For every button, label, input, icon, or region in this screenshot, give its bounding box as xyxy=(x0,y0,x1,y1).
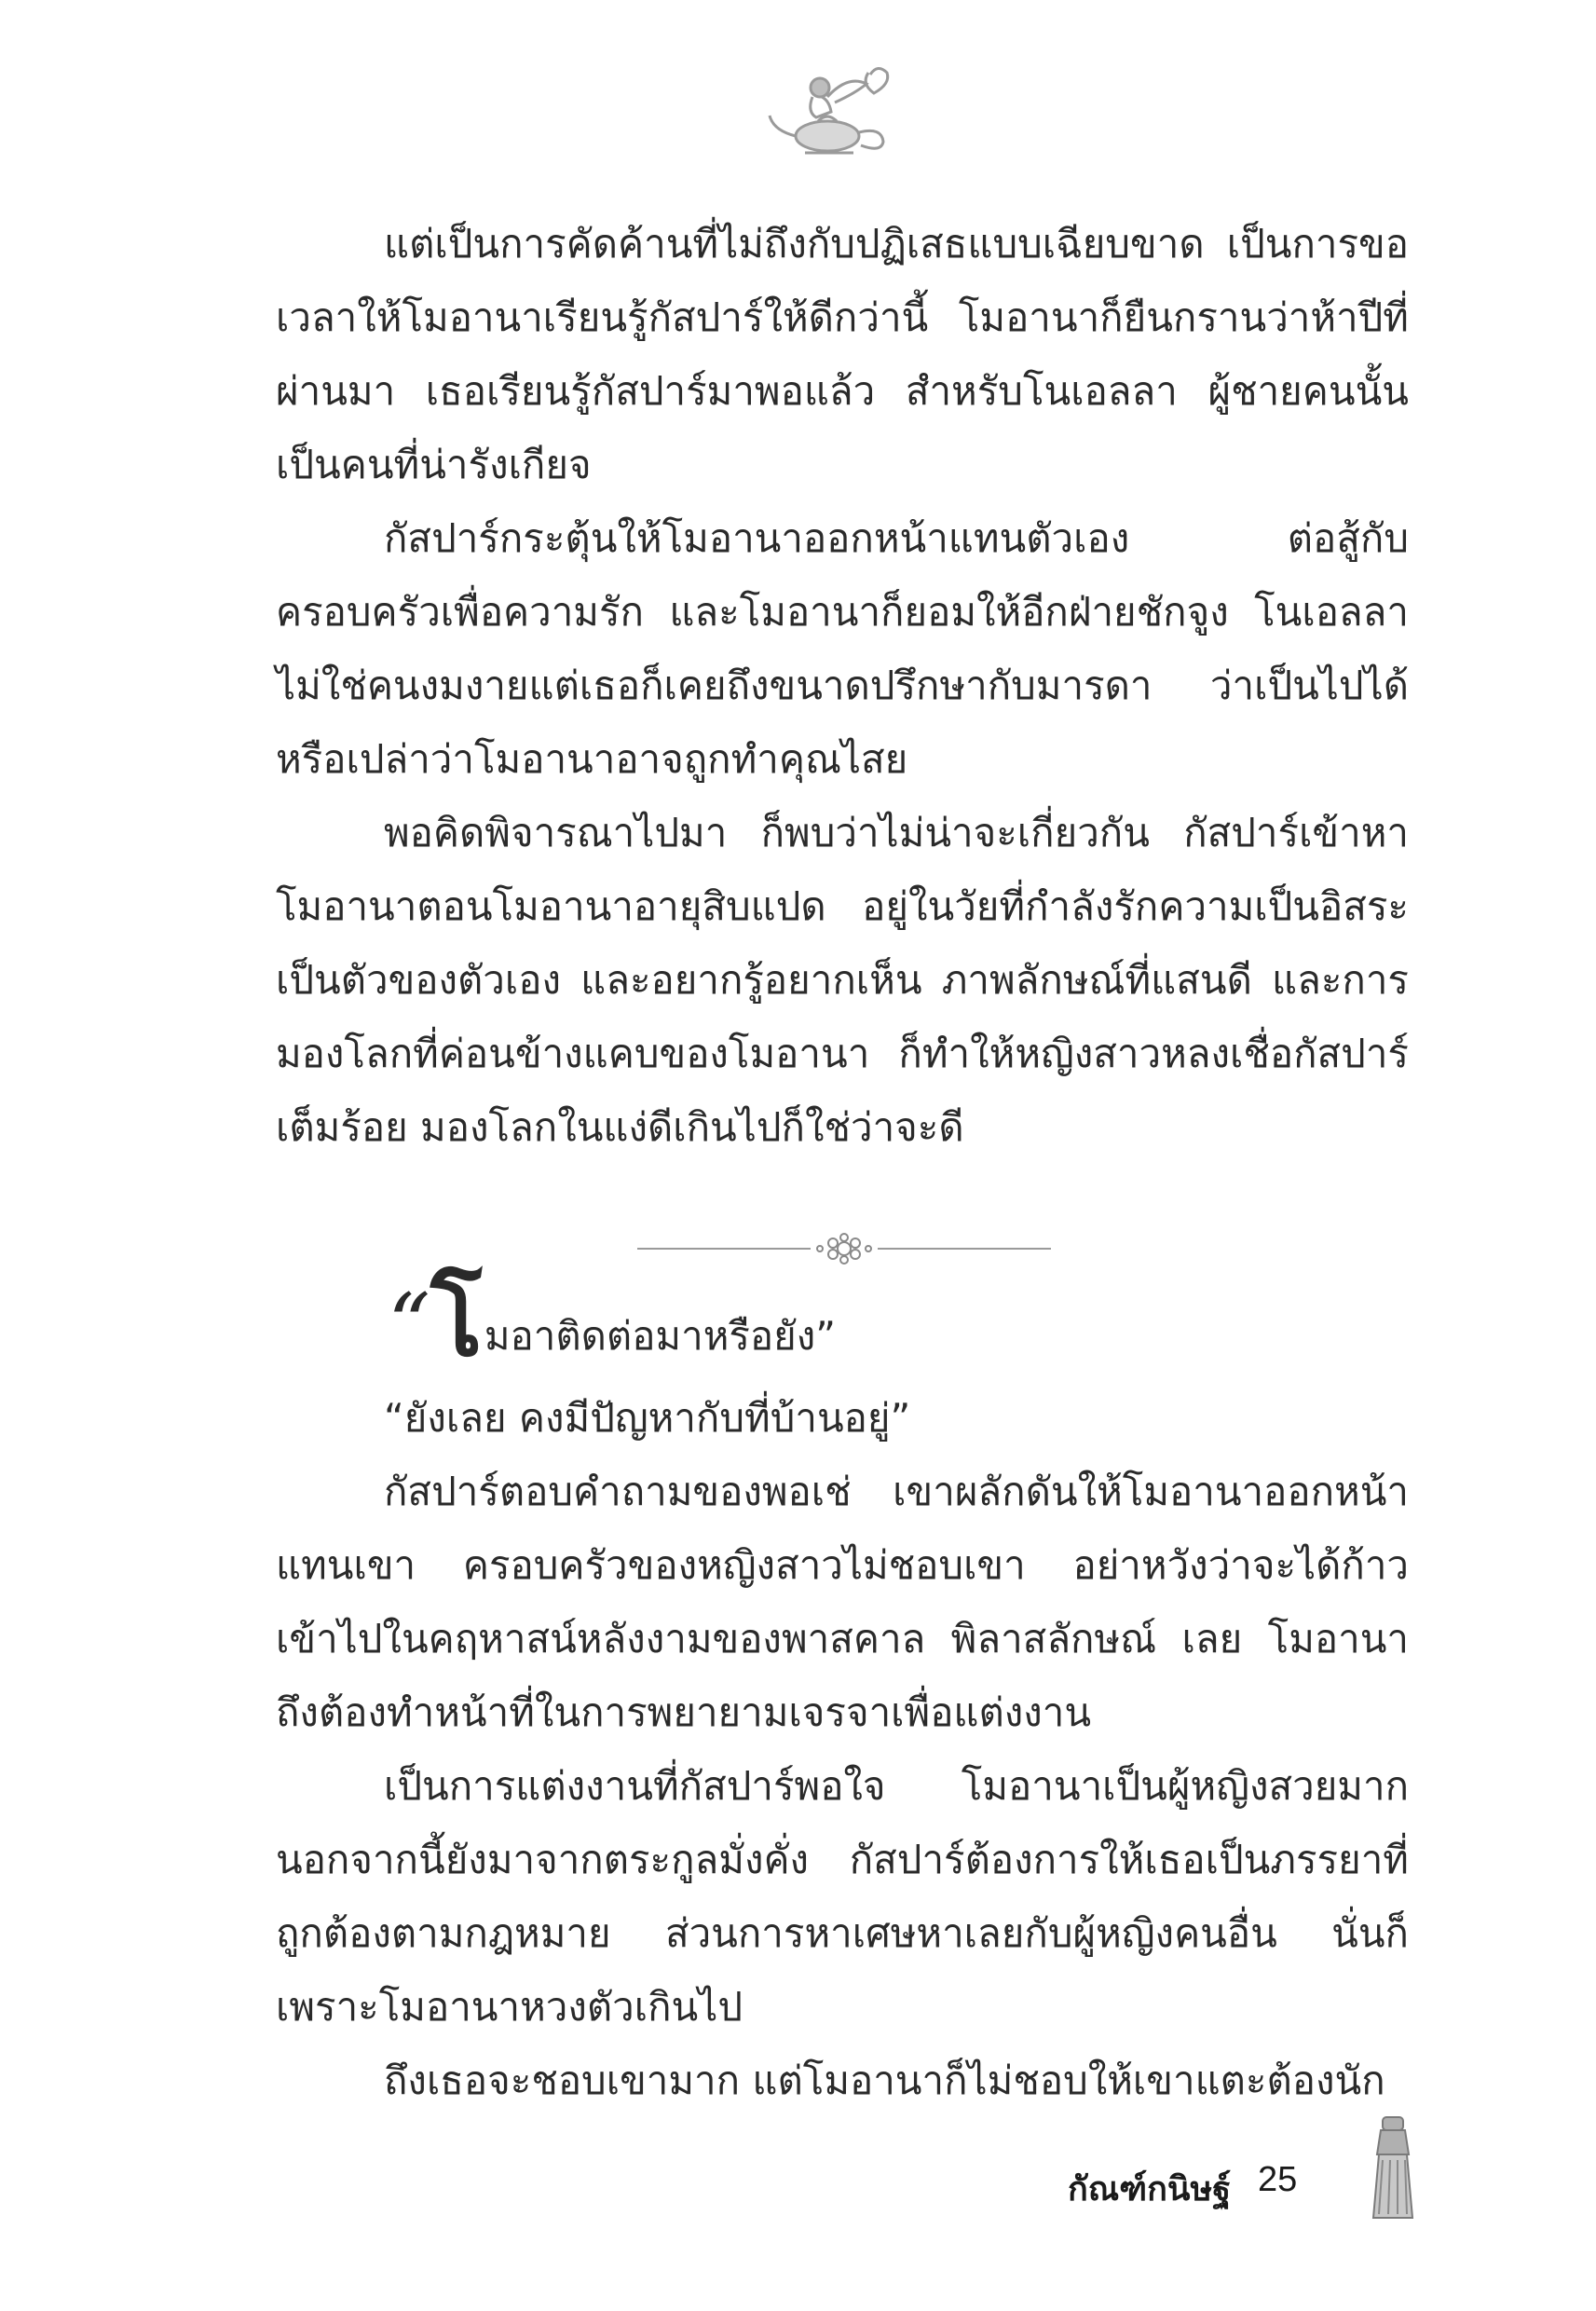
paragraph: เป็นการแต่งงานที่กัสปาร์พอใจ โมอานาเป็นผู้หญิงสวยมากนอกจากนี้ยังมาจากตระกูลมั่งคั่ง กัสปาร์ต้องการให้เธอเป็นภรรยาที่ถูกต้องตามกฎหมาย ส่วนการหาเศษหาเลยกับผู้หญิงคนอื่น นั่นก็เพราะโมอานาหวงตัวเกินไป xyxy=(276,1763,1409,2030)
tassel-bookmark-icon xyxy=(1370,2113,1416,2225)
paragraph: “ยังเลย คงมีปัญหากับที่บ้านอยู่” xyxy=(384,1395,911,1441)
page-number: 25 xyxy=(1258,2160,1298,2199)
flourish-divider-icon xyxy=(637,1230,1051,1267)
teapot-cupid-ornament-icon xyxy=(764,56,904,168)
paragraph: กัสปาร์กระตุ้นให้โมอานาออกหน้าแทนตัวเอง ต่อสู้กับครอบครัวเพื่อความรัก และโมอานาก็ยอมให้อีกฝ่ายชักจูง โนเอลลาไม่ใช่คนงมงายแต่เธอก็เคยถึงขนาดปรึกษากับมารดา ว่าเป็นไปได้หรือเปล่าว่าโมอานาอาจถูกทำคุณไสย xyxy=(276,515,1409,782)
dropcap-line-text: มอาติดต่อมาหรือยัง” xyxy=(484,1313,837,1359)
paragraph: แต่เป็นการคัดค้านที่ไม่ถึงกับปฏิเสธแบบเฉียบขาด เป็นการขอเวลาให้โมอานาเรียนรู้กัสปาร์ให้ดีกว่านี้ โมอานาก็ยืนกรานว่าห้าปีที่ผ่านมา เธอเรียนรู้กัสปาร์มาพอแล้ว สำหรับโนเอลลา ผู้ชายคนนั้นเป็นคนที่น่ารังเกียจ xyxy=(276,221,1409,487)
paragraph: พอคิดพิจารณาไปมา ก็พบว่าไม่น่าจะเกี่ยวกัน กัสปาร์เข้าหาโมอานาตอนโมอานาอายุสิบแปด อยู่ในวัยที่กำลังรักความเป็นอิสระเป็นตัวของตัวเอง และอยากรู้อยากเห็น ภาพลักษณ์ที่แสนดี และการมองโลกที่ค่อนข้างแคบของโมอานา ก็ทำให้หญิงสาวหลงเชื่อกัสปาร์เต็มร้อย มองโลกในแง่ดีเกินไปก็ใช่ว่าจะดี xyxy=(276,810,1409,1150)
section-two xyxy=(276,1381,1409,2117)
paragraph: ถึงเธอจะชอบเขามาก แต่โมอานาก็ไม่ชอบให้เขาแตะต้องนัก xyxy=(384,2058,1385,2103)
dropcap-quote: “ xyxy=(388,1276,431,1374)
section-one xyxy=(276,207,1409,1164)
dropcap-line xyxy=(388,1265,837,1378)
book-title: กัณฑ์กนิษฐ์ xyxy=(1068,2170,1232,2208)
dropcap-letter: โ xyxy=(430,1265,483,1378)
paragraph: กัสปาร์ตอบคำถามของพอเช่ เขาผลักดันให้โมอานาออกหน้าแทนเขา ครอบครัวของหญิงสาวไม่ชอบเขา อย่าหวังว่าจะได้ก้าวเข้าไปในคฤหาสน์หลังงามของพาสคาล พิลาสลักษณ์ เลย โมอานาถึงต้องทำหน้าที่ในการพยายามเจรจาเพื่อแต่งงาน xyxy=(276,1469,1409,1735)
